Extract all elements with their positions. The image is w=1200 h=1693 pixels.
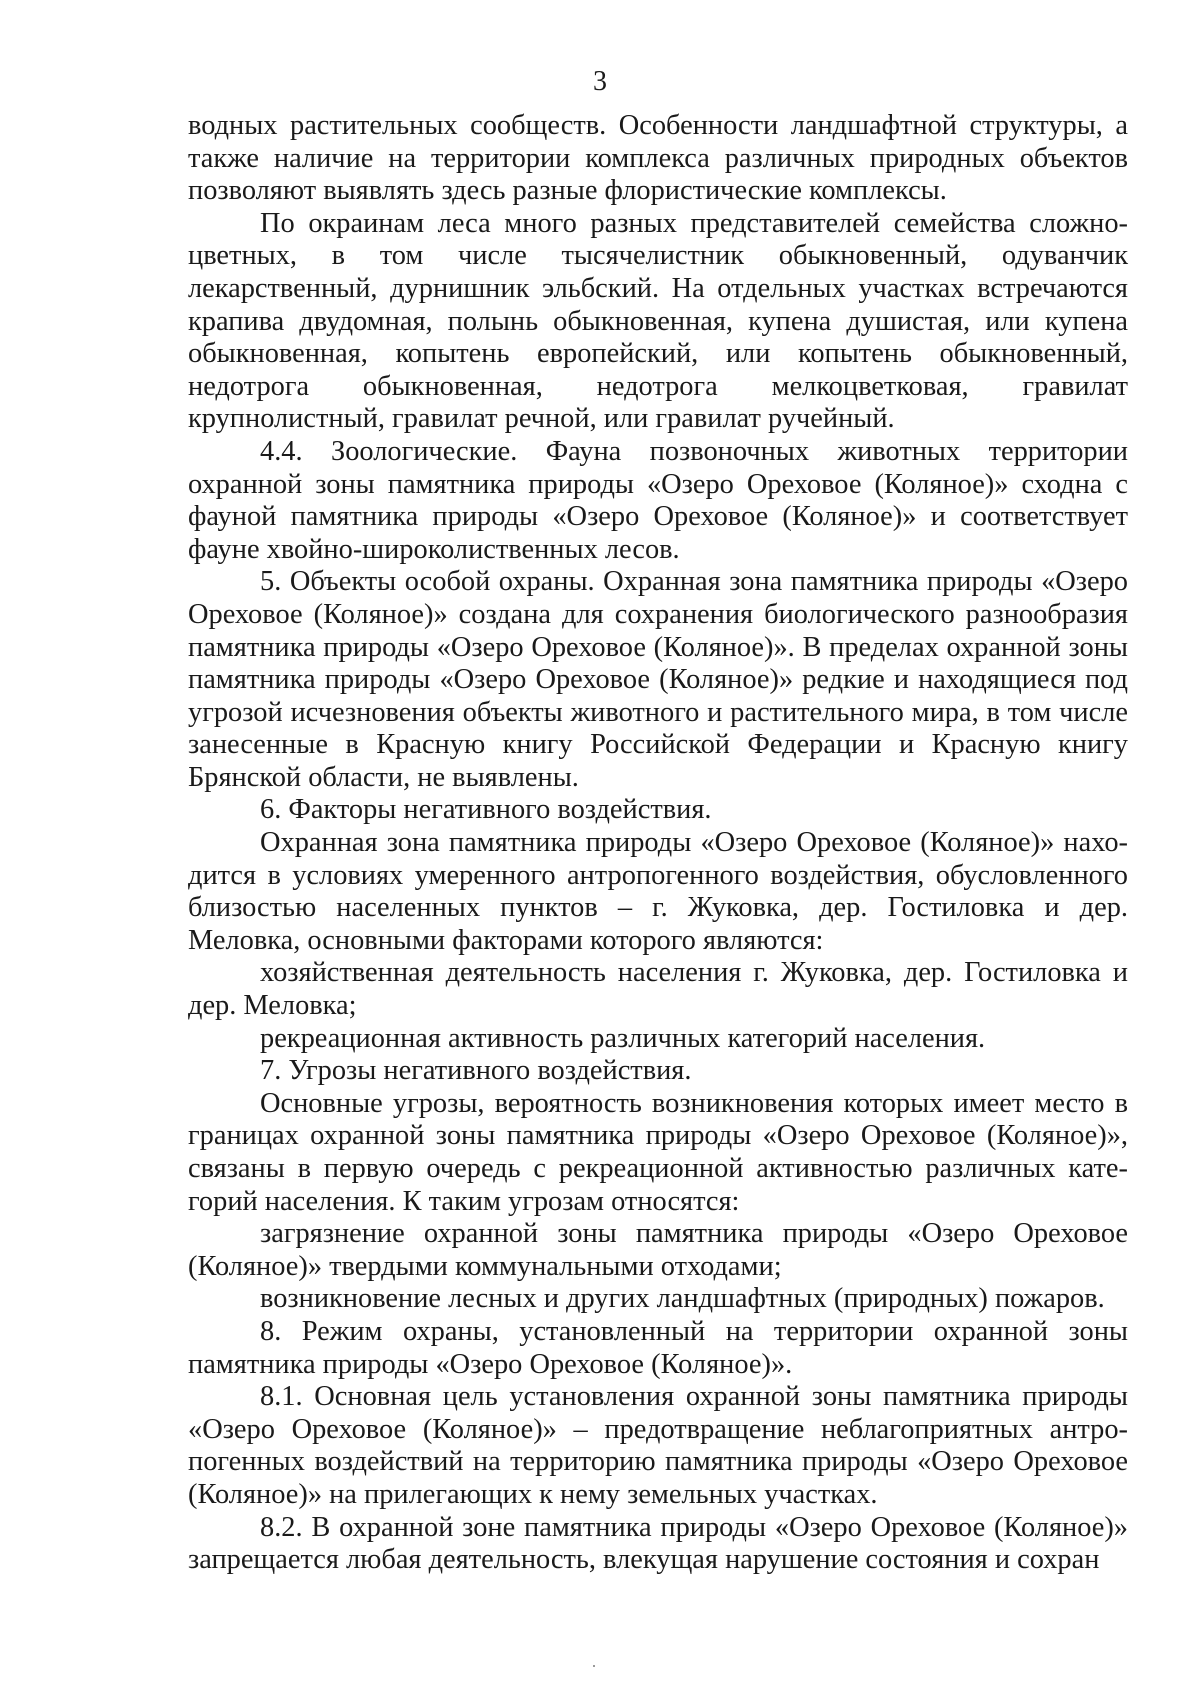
heading-protection-regime: 8. Режим охраны, установленный на территории охранной зоны памятника природы «Озеро Ореховое (Коляное)». [188, 1315, 1128, 1380]
heading-threats: 7. Угрозы негативного воздействия. [260, 1055, 692, 1087]
page-number: 3 [593, 66, 607, 97]
list-item-recreation: рекреационная активность различных категорий населения. [260, 1022, 986, 1054]
paragraph-main-goal: 8.1. Основная цель установления охранной зоны памятника природы «Озеро Ореховое (Коляное)» – предотвращение неблагоприятных антропогенных воздействий на территорию памятника природы «Озеро Ореховое (Коляное)» на прилегающих к нему земельных участках. [188, 1381, 1128, 1510]
paragraph-flora-species: По окраинам леса много разных представителей семейства сложноцветных, в том числе тысячелистник обыкновенный, одуванчик лекарственный, дурнишник эльбский. На отдельных участках встречаются крапива двудомная, полынь обыкновенная, купена душистая, или купена обыкновенная, копытень европейский, или копытень обыкновенный, недотрога обыкновенная, недотрога мелкоцветковая, гравилат крупнолистный, гравилат речной, или гравилат ручейный. [188, 207, 1128, 435]
scan-speck [593, 1665, 595, 1667]
paragraph-prohibitions: 8.2. В охранной зоне памятника природы «Озеро Ореховое (Коляное)» запрещается любая деятельность, влекущая нарушение состояния и сохран [188, 1511, 1128, 1576]
paragraph-zoology: 4.4. Зоологические. Фауна позвоночных животных территории охранной зоны памятника природы «Озеро Ореховое (Коляное)» сходна с фауной памятника природы «Озеро Ореховое (Коляное)» и соответствует фауне хвойно-широколиственных лесов. [188, 435, 1128, 565]
paragraph-threats: Основные угрозы, вероятность возникновения которых имеет место в границах охранной зоны памятника природы «Озеро Ореховое (Коляное)», связаны в первую очередь с рекреационной активностью различных категорий населения. К таким угрозам относятся: [188, 1087, 1128, 1217]
list-item-fires: возникновение лесных и других ландшафтных (природных) пожаров. [260, 1283, 1105, 1315]
body-text [188, 110, 1128, 1577]
list-item-pollution: загрязнение охранной зоны памятника природы «Озеро Ореховое (Коляное)» твердыми коммунальными отходами; [188, 1218, 1128, 1282]
heading-negative-factors: 6. Факторы негативного воздействия. [260, 794, 712, 826]
paragraph-flora-intro: водных растительных сообществ. Особенности ландшафтной структуры, а также наличие на территории комплекса различных природных объектов позволяют выявлять здесь разные флористические комплексы. [188, 110, 1128, 207]
paragraph-protection-objects: 5. Объекты особой охраны. Охранная зона памятника природы «Озеро Ореховое (Коляное)» создана для сохранения биологического разнообразия памятника природы «Озеро Ореховое (Коляное)». В пределах охранной зоны памятника природы «Озеро Ореховое (Коляное)» редкие и находящиеся под угрозой исчезновения объекты животного и растительного мира, в том числе занесенные в Красную книгу Российской Федерации и Красную книгу Брянской области, не выявлены. [188, 566, 1128, 793]
list-item-economic-activity: хозяйственная деятельность населения г. Жуковка, дер. Гостиловка и дер. Меловка; [188, 957, 1128, 1022]
paragraph-negative-factors: Охранная зона памятника природы «Озеро Ореховое (Коляное)» находится в условиях умеренного антропогенного воздействия, обусловленного близостью населенных пунктов – г. Жуковка, дер. Гостиловка и дер. Меловка, основными факторами которого являются: [188, 827, 1128, 956]
